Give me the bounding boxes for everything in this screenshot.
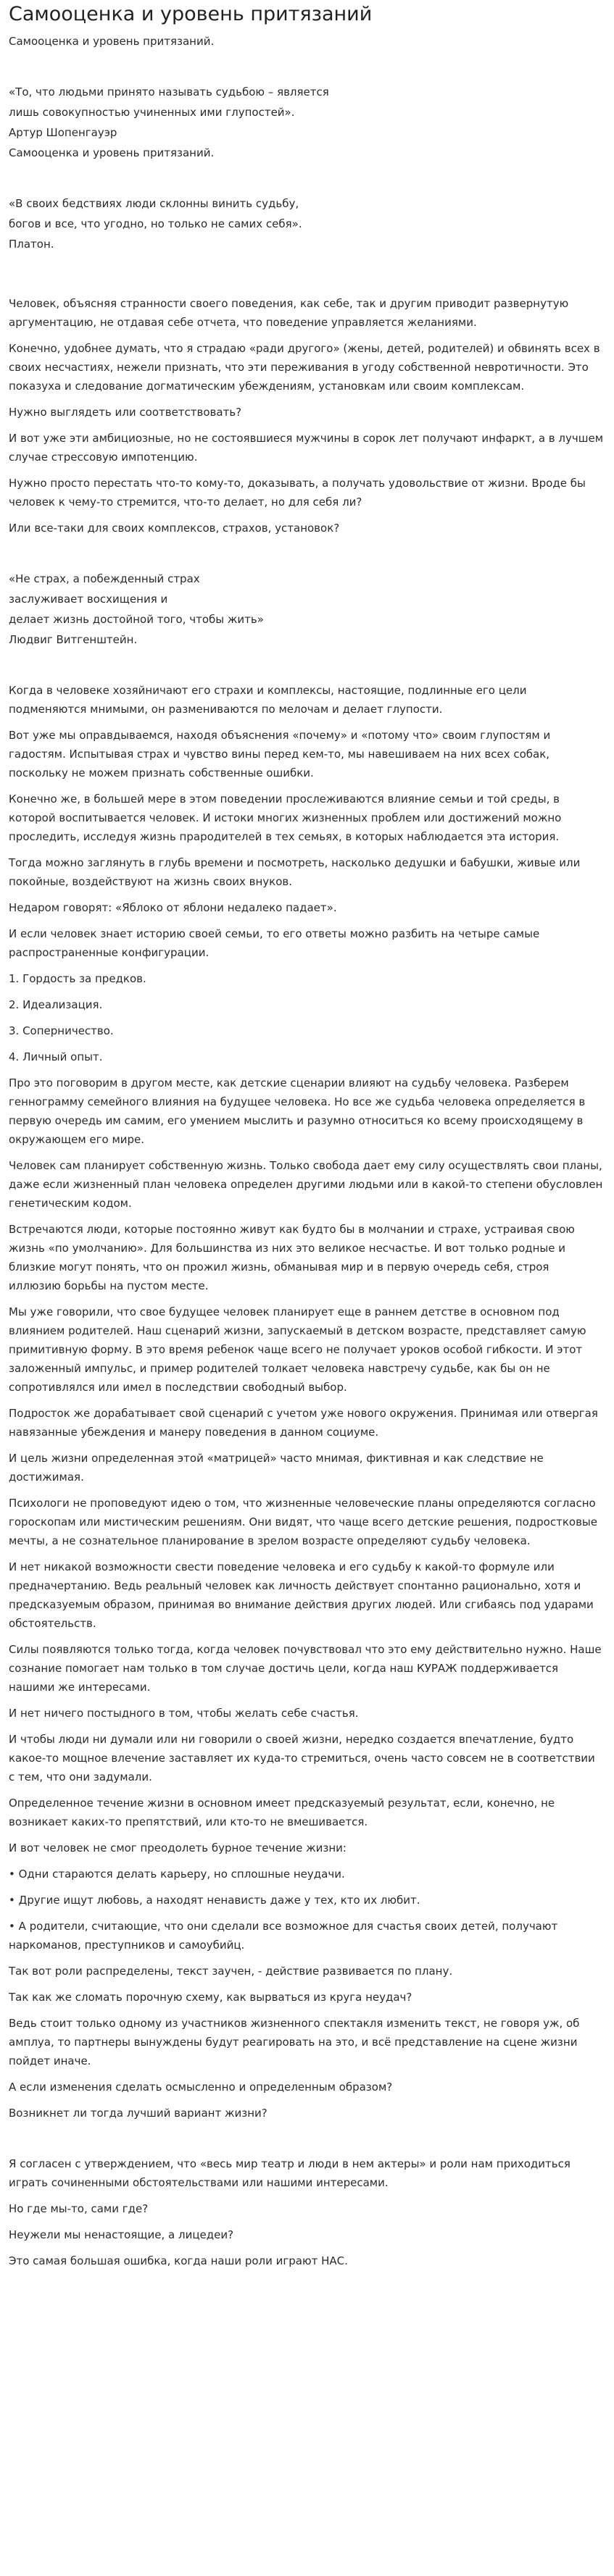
article-paragraph: Мы уже говорили, что свое будущее человек планирует еще в раннем детстве в основном под влиянием родителей. Наш сценарий жизни, запускаемый в детском возрасте, представляет самую примитивную форму. В это время ребенок чаще всего не получает уроков особой гибкости. И этот заложенный импульс, и пример родителей толкает человека навстречу судьбе, как бы он не сопротивлялся или имел в последствии свободный выбор. <box>9 1305 586 1394</box>
article-paragraph: Недаром говорят: «Яблоко от яблони недалеко падает». <box>9 901 337 914</box>
article-paragraph: богов и все, что угодно, но только не самих себя». <box>9 217 302 230</box>
article-paragraph: Тогда можно заглянуть в глубь времени и посмотреть, насколько дедушки и бабушки, живые или покойные, воздействуют на жизнь своих внуков. <box>9 856 581 888</box>
article-paragraph: делает жизнь достойной того, чтобы жить» <box>9 613 264 626</box>
article-paragraph: Человек сам планирует собственную жизнь. Только свобода дает ему силу осуществлять свои планы, даже если жизненный план человека определен другими людьми или в какой-то степени обусловлен генетическим кодом. <box>9 1159 603 1210</box>
article-paragraph: И чтобы люди ни думали или ни говорили о своей жизни, нередко создается впечатление, будто какое-то мощное влечение заставляет их куда-то стремиться, очень часто совсем не в соответствии с тем, что они задумали. <box>9 1733 595 1783</box>
article-paragraph: 2. Идеализация. <box>9 998 103 1011</box>
article-paragraph: «То, что людьми принято называть судьбою – является <box>9 85 329 99</box>
article-paragraph: «Не страх, а побежденный страх <box>9 572 200 585</box>
article-paragraph: Это самая большая ошибка, когда наши роли играют НАС. <box>9 2254 348 2267</box>
article-paragraph: Так как же сломать порочную схему, как вырваться из круга неудач? <box>9 1991 412 2004</box>
article-body <box>9 32 605 2270</box>
article-title: Самооценка и уровень притязаний <box>9 3 373 25</box>
article-paragraph: «В своих бедствиях люди склонны винить судьбу, <box>9 197 299 210</box>
article-paragraph: Про это поговорим в другом месте, как детские сценарии влияют на судьбу человека. Разберем геннограмму семейного влияния на будущее человека. Но все же судьба человека определяется в первую очередь им самим, его умением мыслить и разумно относиться ко всему происходящему в окружающем его мире. <box>9 1076 586 1146</box>
article-paragraph: Когда в человеке хозяйничают его страхи и комплексы, настоящие, подлинные его цели подменяются мнимыми, он размениваются по мелочам и делает глупости. <box>9 684 527 716</box>
article-paragraph: А если изменения сделать осмысленно и определенным образом? <box>9 2081 393 2094</box>
article-paragraph: Платон. <box>9 238 54 251</box>
article-paragraph: 4. Личный опыт. <box>9 1050 103 1063</box>
article-paragraph: Ведь стоит только одному из участников жизненного спектакля изменить текст, не говоря уж, об амплуа, то партнеры вынуждены будут реагировать на это, и всё представление на сцене жизни пойдет иначе. <box>9 2017 580 2067</box>
article-paragraph: Вот уже мы оправдываемся, находя объяснения «почему» и «потому что» своим глупостям и гадостям. Испытывая страх и чувство вины перед кем-то, мы навешиваем на них всех собак, поскольку не можем признать собственные ошибки. <box>9 729 551 779</box>
article-paragraph: Определенное течение жизни в основном имеет предсказуемый результат, если, конечно, не возникает каких-то препятствий, или кто-то не вмешивается. <box>9 1797 555 1828</box>
article-paragraph: 3. Соперничество. <box>9 1024 114 1037</box>
article-paragraph: Но где мы-то, сами где? <box>9 2202 149 2215</box>
article-paragraph: И нет ничего постыдного в том, чтобы желать себе счастья. <box>9 1707 359 1720</box>
article-paragraph: Психологи не проповедуют идею о том, что жизненные человеческие планы определяются согласно гороскопам или мистическим решениям. Они видят, что чаще всего детские решения, подростковые мечты, а не сознательное планирование в зрелом возрасте определяют судьбу человека. <box>9 1497 597 1547</box>
article-paragraph: Конечно, удобнее думать, что я страдаю «ради другого» (жены, детей, родителей) и обвинять всех в своих несчастиях, нежели признать, что эти переживания в угоду собственной невротичности. Это показуха и следование догматическим убеждениям, установкам или своим комплексам. <box>9 342 600 393</box>
article-paragraph: Возникнет ли тогда лучший вариант жизни? <box>9 2107 267 2120</box>
article-paragraph: Нужно выглядеть или соответствовать? <box>9 406 242 419</box>
article-paragraph: Или все-таки для своих комплексов, страхов, установок? <box>9 522 340 535</box>
article-paragraph: Людвиг Витгенштейн. <box>9 633 138 646</box>
article-paragraph: Человек, объясняя странности своего поведения, как себе, так и другим приводит развернутую аргументацию, не отдавая себе отчета, что поведение управляется желаниями. <box>9 297 569 329</box>
article-paragraph: И нет никакой возможности свести поведение человека и его судьбу к какой-то формуле или предначертанию. Ведь реальный человек как личность действует спонтанно рационально, хотя и предсказуемым образом, принимая во внимание действия других людей. Или сгибаясь под ударами обстоятельств. <box>9 1560 594 1630</box>
article-paragraph: • Другие ищут любовь, а находят ненависть даже у тех, кто их любит. <box>9 1894 420 1907</box>
article-paragraph: Подросток же дорабатывает свой сценарий с учетом уже нового окружения. Принимая или отвергая навязанные убеждения и манеру поведения в данном социуме. <box>9 1407 598 1439</box>
article-paragraph: Конечно же, в большей мере в этом поведении прослеживаются влияние семьи и той среды, в которой воспитывается человек. И истоки многих жизненных проблем или достижений можно проследить, исследуя жизнь прародителей в тех семьях, в которых наблюдается эта история. <box>9 793 562 843</box>
article-paragraph: И цель жизни определенная этой «матрицей» часто мнимая, фиктивная и как следствие не достижимая. <box>9 1452 544 1484</box>
article-paragraph: И вот человек не смог преодолеть бурное течение жизни: <box>9 1841 347 1854</box>
article-paragraph: Артур Шопенгауэр <box>9 126 117 139</box>
article-paragraph: И если человек знает историю своей семьи, то его ответы можно разбить на четыре самые распространенные конфигурации. <box>9 927 540 959</box>
article-paragraph: лишь совокупностью учиненных ими глупостей». <box>9 106 295 119</box>
article-paragraph: Нужно просто перестать что-то кому-то, доказывать, а получать удовольствие от жизни. Вроде бы человек к чему-то стремится, что-то делает, но для себя ли? <box>9 477 586 509</box>
article-paragraph: 1. Гордость за предков. <box>9 972 146 985</box>
article-paragraph: Так вот роли распределены, текст заучен, - действие развивается по плану. <box>9 1965 453 1978</box>
article-paragraph: Я согласен с утверждением, что «весь мир театр и люди в нем актеры» и роли нам приходиться играть сочиненными обстоятельствами или нашими интересами. <box>9 2157 571 2189</box>
article-paragraph: • Одни стараются делать карьеру, но сплошные неудачи. <box>9 1868 345 1881</box>
article-paragraph: заслуживает восхищения и <box>9 593 168 606</box>
article-paragraph: Неужели мы ненастоящие, а лицедеи? <box>9 2228 234 2241</box>
article-paragraph: Встречаются люди, которые постоянно живут как будто бы в молчании и страхе, устраивая свою жизнь «по умолчанию». Для большинства из них это великое несчастье. И вот только родные и близкие могут понять, что он прожил жизнь, обманывая мир и в первую очередь себя, строя иллюзию борьбы на пустом месте. <box>9 1223 575 1292</box>
article-paragraph: Самооценка и уровень притязаний. <box>9 35 215 48</box>
article-paragraph: И вот уже эти амбициозные, но не состоявшиеся мужчины в сорок лет получают инфаркт, а в лучшем случае стрессовую импотенцию. <box>9 432 604 464</box>
article-paragraph: • А родители, считающие, что они сделали все возможное для счастья своих детей, получают наркоманов, преступников и самоубийц. <box>9 1920 558 1952</box>
article-paragraph: Самооценка и уровень притязаний. <box>9 146 215 159</box>
article-paragraph: Силы появляются только тогда, когда человек почувствовал что это ему действительно нужно. Наше сознание помогает нам только в том случае достичь цели, когда наш КУРАЖ поддерживается нашими же интересами. <box>9 1643 602 1694</box>
